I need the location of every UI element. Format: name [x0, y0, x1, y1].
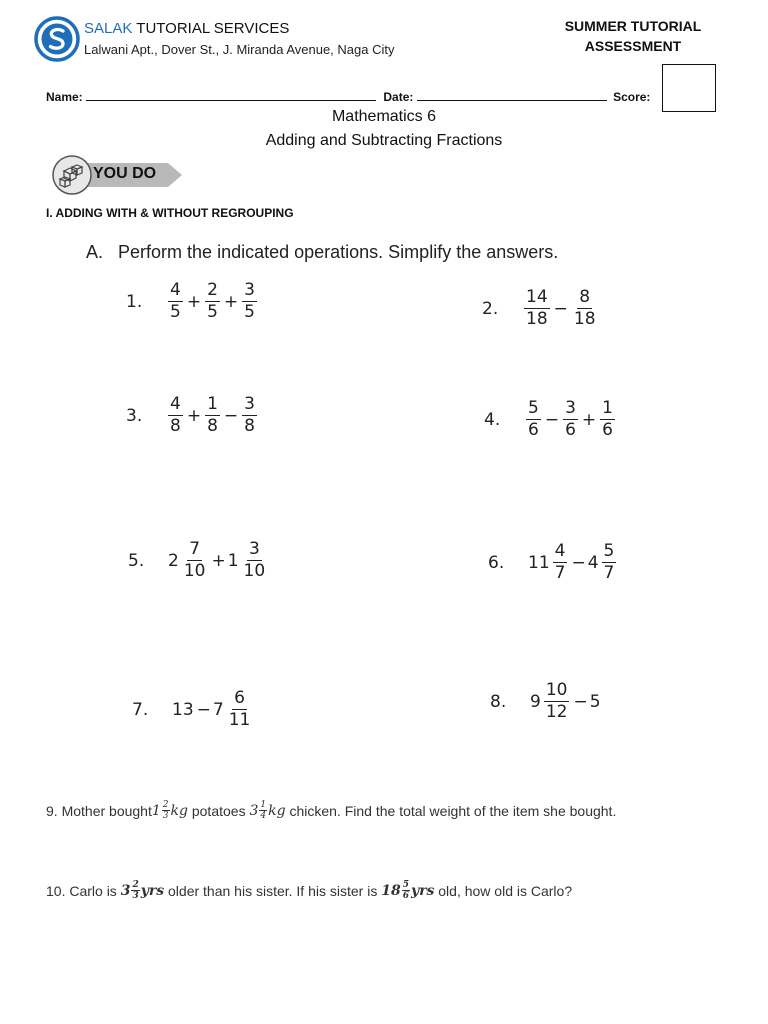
- denominator: 6: [602, 420, 613, 440]
- operator: −: [573, 691, 588, 712]
- item-1: [126, 280, 259, 323]
- item-expression: [528, 541, 618, 584]
- mixed-fraction: [259, 800, 267, 821]
- numerator: 5: [528, 398, 539, 418]
- org-brand: SALAK: [84, 20, 133, 37]
- numerator: 4: [170, 394, 181, 414]
- numerator: 3: [248, 539, 260, 559]
- numerator: 1: [207, 394, 218, 414]
- numerator: 4: [170, 280, 181, 300]
- item-expression: [166, 394, 259, 437]
- item-number: 8.: [490, 691, 507, 712]
- name-field[interactable]: [86, 89, 376, 101]
- you-do-label: YOU DO: [93, 165, 157, 182]
- score-box[interactable]: [662, 64, 716, 112]
- numerator: 10: [545, 680, 568, 700]
- fraction: [168, 280, 183, 323]
- student-info-row: [46, 89, 650, 104]
- whole-number: 9: [530, 691, 541, 712]
- instruction-letter: A.: [86, 242, 104, 262]
- mixed-unit: kg: [268, 802, 286, 819]
- numerator: 3: [244, 394, 255, 414]
- fraction: [168, 394, 183, 437]
- numerator: 4: [554, 541, 566, 561]
- fraction: [227, 688, 253, 731]
- whole-number: 13: [172, 699, 194, 720]
- item-number: 4.: [484, 409, 501, 430]
- problem-9-text-a: 9. Mother bought: [46, 802, 152, 819]
- fraction: [544, 680, 570, 723]
- whole-number: 7: [212, 699, 224, 720]
- fraction: [182, 539, 208, 582]
- item-number: 5.: [128, 550, 145, 571]
- numerator: 2: [207, 280, 218, 300]
- mixed-fraction: [402, 880, 410, 901]
- denominator: 6: [528, 420, 539, 440]
- mixed-numerator: 2: [132, 880, 139, 890]
- denominator: 10: [243, 561, 266, 581]
- whole-number: 4: [587, 552, 599, 573]
- problem-9-mixed-1: [152, 800, 188, 821]
- topic-title: Adding and Subtracting Fractions: [265, 132, 503, 149]
- denominator: 12: [545, 702, 568, 722]
- denominator: 5: [207, 302, 218, 322]
- fraction: [572, 287, 598, 330]
- mixed-fraction: [162, 800, 170, 821]
- denominator: 18: [526, 309, 548, 329]
- instruction: [86, 242, 558, 263]
- denominator: 7: [554, 563, 566, 583]
- numerator: 3: [244, 280, 255, 300]
- item-expression: [172, 688, 254, 731]
- denominator: 5: [244, 302, 255, 322]
- item-number: 2.: [482, 298, 499, 319]
- denominator: 6: [565, 420, 576, 440]
- operator: +: [186, 291, 202, 312]
- problem-10-text-c: old, how old is Carlo?: [434, 882, 573, 899]
- mixed-fraction: [131, 880, 139, 901]
- fraction: [553, 541, 568, 584]
- denominator: 8: [170, 416, 181, 436]
- fraction: [242, 394, 257, 437]
- operator: −: [571, 552, 586, 573]
- org-name: [84, 20, 289, 37]
- org-address: Lalwani Apt., Dover St., J. Miranda Avenue, Naga City: [84, 42, 395, 57]
- operator: −: [544, 409, 560, 430]
- mixed-denominator: 6: [402, 891, 409, 901]
- numerator: 7: [189, 539, 201, 559]
- mixed-numerator: 5: [402, 880, 409, 890]
- item-8: [490, 680, 602, 723]
- denominator: 8: [207, 416, 218, 436]
- operator: +: [186, 405, 202, 426]
- whole-number: 1: [227, 550, 239, 571]
- problem-9: [46, 800, 616, 821]
- numerator: 6: [234, 688, 245, 708]
- item-3: [126, 394, 259, 437]
- item-number: 3.: [126, 405, 143, 426]
- fraction: [526, 398, 541, 441]
- mixed-whole: 1: [151, 802, 161, 819]
- denominator: 10: [183, 561, 206, 581]
- operator: +: [223, 291, 239, 312]
- fraction: [242, 539, 268, 582]
- denominator: 18: [573, 309, 596, 329]
- fraction: [205, 394, 220, 437]
- mixed-unit: kg: [170, 802, 188, 819]
- numerator: 3: [565, 398, 576, 418]
- subject-title: Mathematics 6: [331, 108, 437, 125]
- date-label: Date:: [383, 90, 414, 104]
- fraction: [602, 541, 617, 584]
- denominator: 7: [603, 563, 615, 583]
- mixed-denominator: 4: [260, 811, 267, 821]
- mixed-whole: 3: [120, 882, 131, 899]
- item-6: [488, 541, 618, 584]
- mixed-numerator: 2: [162, 800, 169, 810]
- problem-10-mixed-1: [121, 880, 164, 901]
- operator: −: [553, 298, 568, 319]
- mixed-whole: 18: [381, 882, 401, 899]
- item-expression: [524, 398, 617, 441]
- operator: −: [223, 405, 239, 426]
- problem-10: [46, 880, 572, 901]
- fraction: [563, 398, 578, 441]
- name-label: Name:: [46, 90, 83, 104]
- instruction-text: Perform the indicated operations. Simplify the answers.: [118, 242, 559, 262]
- problem-9-mixed-2: [249, 800, 285, 821]
- numerator: 14: [526, 287, 548, 307]
- denominator: 5: [170, 302, 181, 322]
- mixed-unit: yrs: [140, 882, 165, 899]
- fraction: [600, 398, 615, 441]
- numerator: 8: [579, 287, 591, 307]
- item-expression: [166, 280, 259, 323]
- item-number: 7.: [132, 699, 149, 720]
- mixed-whole: 3: [249, 802, 259, 819]
- problem-9-text-b: potatoes: [187, 802, 250, 819]
- mixed-unit: yrs: [410, 882, 435, 899]
- date-field[interactable]: [417, 89, 607, 101]
- whole-number: 5: [589, 691, 601, 712]
- mixed-numerator: 1: [260, 800, 267, 810]
- whole-number: 11: [528, 552, 550, 573]
- org-name-rest: TUTORIAL SERVICES: [136, 20, 290, 37]
- item-5: [128, 539, 269, 582]
- assessment-title: [540, 16, 726, 56]
- problem-10-text-a: 10. Carlo is: [46, 882, 121, 899]
- item-expression: [522, 287, 600, 330]
- denominator: 8: [244, 416, 255, 436]
- problem-9-text-c: chicken. Find the total weight of the item she bought.: [285, 802, 617, 819]
- item-expression: [168, 539, 269, 582]
- fraction: [205, 280, 220, 323]
- denominator: 11: [228, 710, 251, 730]
- fraction: [524, 287, 550, 330]
- whole-number: 2: [168, 550, 179, 571]
- assessment-line-2: ASSESSMENT: [584, 38, 682, 54]
- problem-10-mixed-2: [381, 880, 434, 901]
- salak-logo: [34, 16, 80, 62]
- item-4: [484, 398, 617, 441]
- operator: −: [196, 699, 211, 720]
- operator: +: [581, 409, 597, 430]
- item-expression: [530, 680, 602, 723]
- operator: +: [211, 550, 226, 571]
- mixed-denominator: 3: [162, 811, 169, 821]
- numerator: 1: [602, 398, 613, 418]
- item-2: [482, 287, 600, 330]
- section-heading: I. ADDING WITH & WITHOUT REGROUPING: [46, 206, 294, 220]
- fraction: [242, 280, 257, 323]
- item-number: 1.: [126, 291, 143, 312]
- assessment-line-1: SUMMER TUTORIAL: [564, 18, 702, 34]
- item-number: 6.: [488, 552, 505, 573]
- numerator: 5: [603, 541, 615, 561]
- problem-10-text-b: older than his sister. If his sister is: [164, 882, 382, 899]
- item-7: [132, 688, 254, 731]
- score-label: Score:: [613, 90, 651, 104]
- mixed-denominator: 3: [132, 891, 139, 901]
